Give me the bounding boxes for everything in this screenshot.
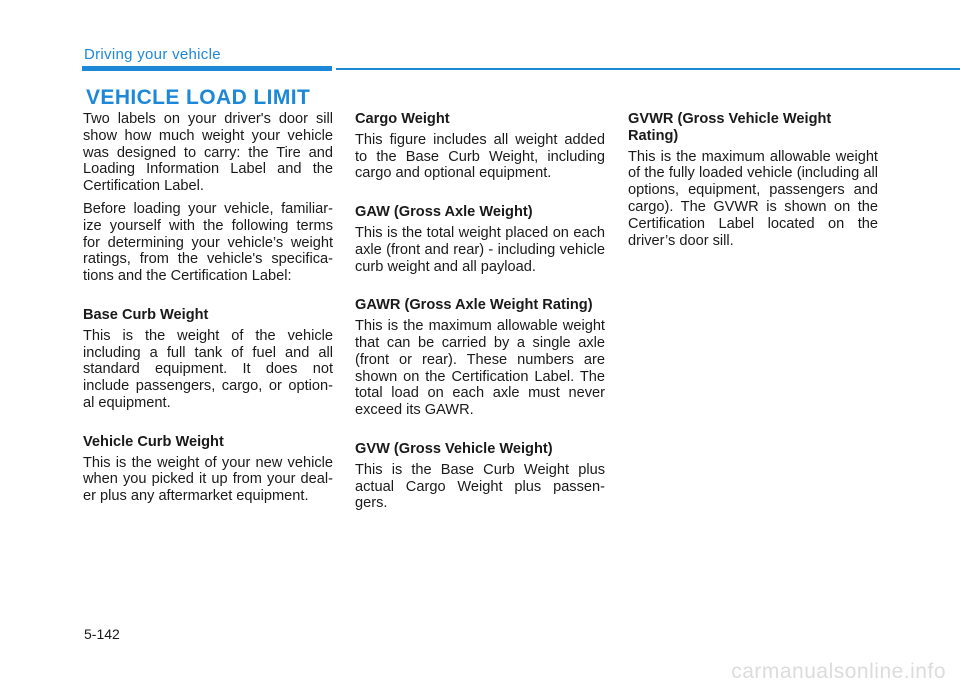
section-title: VEHICLE LOAD LIMIT (86, 86, 311, 109)
gvw-text: This is the Base Curb Weight plus actual Cargo Weight plus passen-gers. (355, 461, 605, 512)
intro-paragraph: Two labels on your driver's door sill show how much weight your vehicle was designed to carry: the Tire and Loading Information Label and the Certification Label. (83, 111, 333, 195)
gvwr-text: This is the maximum allowable weight of the fully loaded vehicle (including all options, equipment, passengers and cargo). The GVWR is shown on the Certification Label located on the driver’s door sill. (628, 148, 878, 249)
base-curb-weight-text: This is the weight of the vehicle including a full tank of fuel and all standard equipment. It does not include passengers, cargo, or option-al equipment. (83, 327, 333, 411)
header-rule-thin (336, 68, 960, 70)
terms-paragraph: Before loading your vehicle, familiar-ize yourself with the following terms for determining your vehicle’s weight ratings, from the vehicle's specifica-tions and the Certification Label: (83, 200, 333, 285)
page-number: 5-142 (84, 626, 120, 642)
column-3 (628, 111, 878, 255)
gaw-heading: GAW (Gross Axle Weight) (355, 204, 533, 221)
gvw-heading: GVW (Gross Vehicle Weight) (355, 440, 553, 457)
gaw-text: This is the total weight placed on each axle (front and rear) - including vehicle curb weight and all payload. (355, 224, 605, 275)
header-rule-thick (82, 66, 332, 71)
cargo-weight-text: This figure includes all weight added to the Base Curb Weight, including cargo and optional equipment. (355, 131, 605, 182)
gawr-text: This is the maximum allowable weight that can be carried by a single axle (front or rear). These numbers are shown on the Certification Label. The total load on each axle must never exceed its GAWR. (355, 318, 605, 419)
column-1 (83, 111, 333, 511)
base-curb-weight-heading: Base Curb Weight (83, 306, 209, 323)
cargo-weight-heading: Cargo Weight (355, 111, 450, 127)
vehicle-curb-weight-text: This is the weight of your new vehicle when you picked it up from your deal-er plus any aftermarket equipment. (83, 454, 333, 505)
gvwr-heading: GVWR (Gross Vehicle Weight Rating) (628, 111, 832, 144)
chapter-title: Driving your vehicle (84, 46, 221, 63)
column-2 (355, 111, 605, 518)
vehicle-curb-weight-heading: Vehicle Curb Weight (83, 433, 224, 450)
gawr-heading: GAWR (Gross Axle Weight Rating) (355, 297, 593, 314)
watermark: carmanualsonline.info (731, 660, 946, 683)
